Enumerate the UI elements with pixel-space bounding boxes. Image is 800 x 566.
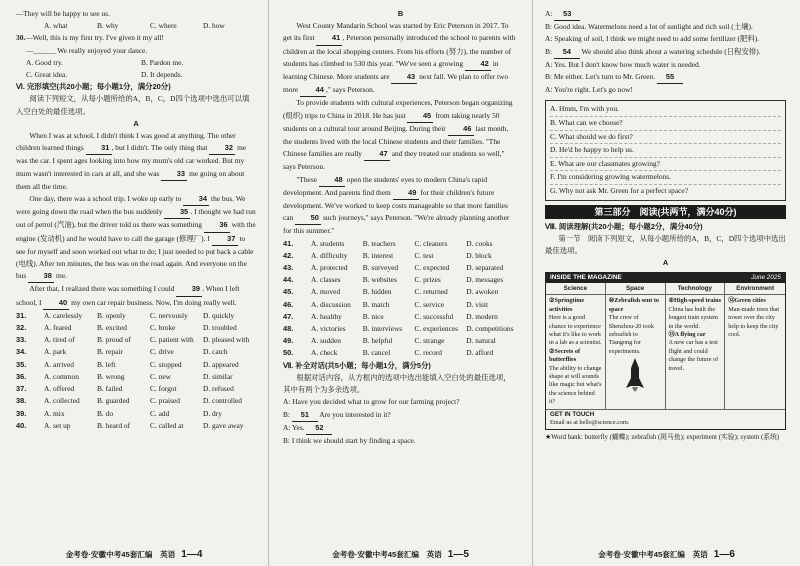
passage-a-label: A (662, 258, 669, 268)
text-run: West County Mandarin School was started by Eric Peterson in 2017. To get its first (283, 21, 509, 43)
page-number: 1—5 (447, 549, 469, 560)
option: C. add (150, 408, 170, 418)
option: D. refused (203, 384, 234, 394)
answer-option-row (283, 250, 518, 262)
option: D. how (203, 21, 225, 31)
dialogue-line (545, 46, 786, 59)
option: A. discussion (311, 299, 351, 309)
text-run: my own car repair business. Now, I'm doing really well. (69, 297, 237, 307)
article-title: ⑨High-speed trains (668, 297, 721, 305)
text-run: One day, there was a school trip. I woke up early to (29, 194, 184, 204)
column-heading: Environment (725, 285, 785, 295)
blank-number: 53 (554, 8, 580, 21)
magazine-header (546, 273, 785, 283)
rocket-illustration (609, 356, 662, 396)
text-run: To provide students with cultural experiences, Peterson began organizing (组织) trips to China in 2018. He has just (283, 98, 513, 120)
question-number: 32. (16, 323, 27, 333)
dialogue-line (545, 8, 786, 21)
magazine-box (545, 272, 786, 430)
option: C. stopped (150, 359, 182, 369)
section-6-instructions: 阅读下列短文，从每小题所给的A，B，C，D四个选项中选出可以填入空白处的最佳选项。 (16, 94, 250, 116)
article-title: ②Secrets of butterflies (549, 347, 581, 364)
question-number: 41. (283, 238, 294, 248)
article-blurb: Man-made trees that tower over the city help to keep the city cool. (728, 305, 780, 339)
question-number: 37. (16, 384, 27, 394)
article-blurb: A new car has a test flight and could change the future of travel. (668, 339, 719, 372)
passage-paragraph (283, 20, 518, 97)
text-run: "These (296, 174, 319, 184)
dialogue-options-box (545, 100, 786, 200)
text-run: for their children's future development. We've worked to keep costs manageable so that more families can (283, 187, 508, 223)
passage-b-label: B (397, 9, 404, 18)
blank-number: 34 (183, 193, 209, 206)
option: A. offered (44, 384, 75, 394)
option: B. teachers (362, 238, 396, 248)
text-run: A: (545, 9, 555, 18)
option: D. troubled (203, 323, 237, 333)
page-column-3 (532, 0, 800, 566)
passage-a-label: A (133, 118, 139, 128)
page-number: 1—6 (713, 549, 735, 560)
text-run: with the engine (发动机) and he would have to call the garage (修理厂). I (16, 220, 256, 243)
question-number: 48. (283, 324, 294, 334)
option: D. gave away (203, 420, 244, 430)
option: A. collected (44, 396, 80, 406)
blank-number: 45 (407, 110, 433, 123)
text-run: to see for myself and soon worked out what to do; I just needed to put back a cable (电线). After ten minutes, the bus was on the road again. And everyone on the bus (16, 233, 254, 281)
question-number: 35. (16, 359, 27, 369)
option: D. quickly (203, 310, 235, 320)
answer-option-row (283, 347, 518, 359)
magazine-column-technology (666, 283, 726, 409)
passage-paragraph (16, 130, 256, 193)
text-run: such journeys," says Peterson. "We're already planning another for this summer." (283, 213, 510, 236)
option: C. where (150, 21, 177, 31)
answer-option-row (16, 334, 256, 346)
passage-paragraph (283, 174, 518, 238)
blank-number: 50 (295, 212, 321, 225)
option: C. test (414, 250, 434, 260)
dialogue-option: C. What should we do first? (550, 131, 781, 145)
dialogue-line: A: You're right. Let's go now! (545, 85, 633, 95)
option: A. mix (44, 408, 65, 418)
option: B. interest (362, 250, 394, 260)
section-7-title: Ⅶ. 补全对话(共5小题；每小题1分，满分5分) (283, 360, 431, 370)
option: D. catch (203, 347, 228, 357)
option: B. heard of (97, 420, 131, 430)
page-column-2 (268, 0, 532, 566)
article-blurb: Here is a good chance to experience what it's like to work in a lab as a scientist. (549, 314, 602, 347)
article-blurb: The crew of Shenzhou-20 took zebrafish to Tiangong for experiments. (608, 314, 654, 355)
question-number: 39. (16, 408, 27, 418)
dialogue-option: E. What are our classmates growing? (550, 158, 781, 172)
magazine-column-environment (725, 283, 785, 409)
article-title: ⑬A flying car (668, 331, 706, 339)
option: B. repair (97, 347, 123, 357)
option: D. cooks (466, 238, 493, 248)
option: B. do (97, 408, 114, 418)
option: B. failed (97, 384, 123, 394)
magazine-column-science (546, 283, 606, 409)
option: B. Pardon me. (141, 57, 184, 67)
answer-option-row (16, 383, 256, 395)
question-number: 50. (283, 348, 294, 358)
option: B. match (362, 299, 390, 309)
q30-options (16, 57, 256, 81)
dialogue-option: A. Hmm, I'm with you. (550, 103, 781, 117)
option: A. arrived (44, 359, 74, 369)
blank-number: 35 (164, 206, 190, 219)
article-title: ⑫Green cities (728, 297, 766, 305)
blank-number: 54 (554, 46, 580, 59)
question-number: 45. (283, 287, 294, 297)
passage-paragraph (16, 283, 256, 309)
question-number: 44. (283, 275, 294, 285)
text-run: . I thought we had run out of petrol (汽油), but the driver told us there was something (16, 207, 256, 230)
option: B. proud of (97, 335, 131, 345)
magazine-column-space (606, 283, 666, 409)
option: B. hidden (362, 287, 392, 297)
text-run: from taking nearly 50 students on a cultural tour around Beijing. During their (283, 110, 500, 133)
article-blurb: The ability to change shape at will sounds like magic but what's the science behind it? (549, 364, 602, 406)
option: B. why (97, 21, 119, 31)
dialogue-line: B: I think we should start by finding a space. (283, 435, 416, 445)
column-1-content (16, 8, 256, 540)
option: C. forgot (150, 384, 177, 394)
option: B. websites (362, 275, 397, 285)
answer-option-row (16, 408, 256, 420)
dialogue-line: A: Yes. But I don't know how much water is needed. (545, 59, 701, 69)
blank-number: 46 (448, 123, 474, 136)
option: D. modern (466, 311, 498, 321)
column-heading: Space (606, 285, 665, 295)
option: C. broke (150, 323, 176, 333)
text-run: me was the car. I spent ages looking into how my mum's old car worked. But my mum wasn't interested in cars at all, and she was (16, 143, 247, 178)
column-heading: Technology (666, 285, 725, 295)
option: B. surveyed (362, 263, 399, 273)
dialogue-line (545, 71, 786, 84)
option: D. visit (466, 299, 489, 309)
dialogue-line: A: Speaking of soil, I think we might need to add some fertilizer (肥料). (545, 34, 760, 44)
dialogue-option: F. I'm considering growing watermelons. (550, 171, 781, 185)
magazine-columns (546, 283, 785, 409)
text-run: When I was at school, I didn't think I was good at anything. The other children learned things (16, 131, 236, 153)
blank-number: 43 (391, 71, 417, 84)
option: A. protected (311, 263, 348, 273)
answer-options-list (283, 238, 518, 360)
magazine-title: INSIDE THE MAGAZINE (550, 273, 622, 281)
column-heading: Science (546, 285, 605, 295)
blank-number: 41 (316, 32, 342, 45)
blank-number: 47 (364, 148, 390, 161)
answer-option-row (283, 311, 518, 323)
text-run: me. (54, 271, 67, 281)
blank-number: 49 (393, 187, 419, 200)
option: A. moved (311, 287, 341, 297)
option: B. wrong (97, 371, 125, 381)
dialogue-line: A: Have you decided what to grow for our farming project? (283, 397, 460, 407)
option: C. cleaners (414, 238, 448, 248)
q30-reply: —______ We really enjoyed your dance. (26, 45, 148, 55)
passage-paragraph (16, 193, 256, 283)
option: D. awoken (466, 287, 499, 297)
q29-dialogue-tail: —They will be happy to see us. (16, 9, 110, 18)
answer-option-row (16, 310, 256, 322)
article-title: ⑩Zebrafish sent to space (608, 297, 659, 313)
blank-number: 33 (161, 168, 187, 181)
option: A. sudden (311, 336, 341, 346)
question-number: 38. (16, 396, 27, 406)
option: A. set up (44, 420, 71, 430)
option: C. called at (150, 420, 184, 430)
text-run: next fall. We plan to offer two more (283, 72, 509, 95)
section-6-title: Ⅵ. 完形填空(共20小题；每小题1分，满分20分) (16, 82, 171, 92)
blank-number: 42 (465, 58, 491, 71)
answer-option-row (283, 323, 518, 335)
answer-option-row (283, 262, 518, 274)
option: D. afford (466, 348, 494, 358)
blank-number: 32 (209, 142, 235, 155)
q30-question: 30.—Well, this is my first try. I've given it my all! (16, 33, 164, 43)
option: C. experiences (414, 324, 459, 334)
blank-number: 44 (300, 84, 326, 97)
column-3-content (545, 8, 786, 540)
option: C. new (150, 371, 171, 381)
magazine-contact (546, 409, 785, 429)
option: C. record (414, 348, 442, 358)
blank-number: 51 (292, 409, 318, 422)
article-title: ②Springtime activities (549, 297, 585, 313)
option: C. strange (414, 336, 445, 346)
answer-option-row (16, 420, 256, 432)
option: B. excited (97, 323, 127, 333)
option: C. prizes (414, 275, 441, 285)
text-run: open the students' eyes to modern China's rapid development. And parents find them (283, 174, 488, 197)
q29-options (16, 20, 256, 32)
page-number: 1—4 (181, 549, 203, 560)
text-run: . When I left school, I (16, 284, 240, 307)
text-run: B: (545, 46, 554, 56)
option: C. nervously (150, 310, 188, 320)
answer-option-row (283, 335, 518, 347)
option: A. tired of (44, 335, 75, 345)
answer-option-row (16, 346, 256, 358)
option: A. check (311, 348, 338, 358)
question-number: 33. (16, 335, 27, 345)
text-run: last month, the students lived with the local Chinese students and their families. "The Chinese families are really (283, 123, 509, 159)
option: C. Great idea. (26, 70, 68, 80)
word-bank: ★Word bank: butterfly (蝴蝶); zebrafish (斑马鱼); experiment (实验); system (系统) (545, 433, 780, 441)
option: C. patient with (150, 335, 194, 345)
dialogue-line: B: Good idea. Watermelons need a lot of sunlight and rich soil (土壤). (545, 22, 753, 32)
contact-heading: GET IN TOUCH (550, 410, 595, 418)
blank-number: 37 (212, 233, 238, 246)
option: C. expected (414, 263, 450, 273)
option: A. carelessly (44, 310, 83, 320)
option: A. park (44, 347, 67, 357)
option: C. successful (414, 311, 454, 321)
question-number: 47. (283, 311, 294, 321)
option: B. left (97, 359, 116, 369)
page-footer: 金考卷·安徽中考45套汇编 英语 1—5 (332, 549, 469, 560)
blank-number: 39 (176, 283, 202, 296)
dialogue-line (283, 422, 518, 435)
part-3-banner: 第三部分 阅读(共两节，满分40分) (545, 205, 786, 219)
blank-number: 40 (43, 297, 69, 310)
answer-option-row (16, 371, 256, 383)
option: B. helpful (362, 336, 393, 346)
option: A. difficulty (311, 250, 348, 260)
option: A. feared (44, 323, 72, 333)
dialogue-option: G. Why not ask Mr. Green for a perfect space? (550, 185, 688, 195)
answer-options-list (16, 310, 256, 432)
question-number: 46. (283, 299, 294, 309)
section-7-instructions: 根据对话内容，从方框内的选项中选出能填入空白处的最佳选项，其中有两个为多余选项。 (283, 372, 511, 395)
option: B. openly (97, 310, 126, 320)
text-run: Are you interested in it? (317, 409, 391, 419)
option: B. guarded (97, 396, 130, 406)
contact-email: Email us at hello@science.com. (550, 419, 630, 427)
page-column-1 (0, 0, 268, 566)
text-run: ," says Peterson. (326, 85, 375, 95)
text-run: , but I didn't. The only thing that (111, 143, 210, 153)
option: A. common (44, 371, 79, 381)
option: A. classes (311, 275, 341, 285)
section-8-title: Ⅷ. 阅读理解(共20小题；每小题2分，满分40分) (545, 221, 703, 231)
answer-option-row (283, 274, 518, 286)
question-number: 49. (283, 336, 294, 346)
option: A. students (311, 238, 345, 248)
option: A. Good try. (26, 57, 63, 67)
option: D. It depends. (141, 70, 183, 80)
option: A. victories (311, 324, 346, 334)
question-number: 43. (283, 263, 294, 273)
text-run: the bus. We were going down the road when the bus suddenly (16, 194, 246, 217)
text-run: A: Yes. (283, 422, 307, 432)
option: C. service (414, 299, 445, 309)
dialogue-line (283, 409, 518, 422)
answer-option-row (16, 395, 256, 407)
option: D. competitions (466, 324, 514, 334)
question-number: 42. (283, 250, 294, 260)
option: D. block (466, 250, 492, 260)
answer-option-row (283, 238, 518, 250)
page-footer: 金考卷·安徽中考45套汇编 英语 1—4 (65, 549, 203, 560)
magazine-date: June 2025 (751, 273, 781, 281)
question-number: 40. (16, 420, 27, 430)
question-number: 31. (16, 310, 27, 320)
option: D. messages (466, 275, 504, 285)
option: B. interviews (362, 324, 403, 334)
answer-option-row (16, 322, 256, 334)
passage-paragraph (283, 97, 518, 173)
text-run: and they treated our students so well," says Peterson. (283, 149, 505, 172)
question-number: 36. (16, 371, 27, 381)
option: C. returned (414, 287, 448, 297)
option: B. cancel (362, 348, 391, 358)
option: D. natural (466, 336, 496, 346)
text-run: B: (283, 409, 292, 419)
option: D. similar (203, 371, 233, 381)
dialogue-option: B. What can we choose? (550, 117, 781, 131)
blank-number: 52 (306, 422, 332, 435)
answer-option-row (283, 286, 518, 298)
blank-number: 31 (86, 142, 112, 155)
option: D. separated (466, 263, 504, 273)
text-run: , Peterson personally introduced the school to parents with children at the local shopping centers. From his efforts (努力), the number of students has climbed to 530 this year. "We've seen a growing (283, 33, 516, 68)
blank-number: 38 (28, 270, 54, 283)
blank-number: 36 (204, 219, 230, 232)
answer-option-row (16, 359, 256, 371)
column-2-content (283, 8, 518, 540)
article-blurb: China has built the longest train system in the world. (668, 305, 718, 330)
option: A. what (44, 21, 68, 31)
dialogue-option: D. He'd be happy to help us. (550, 144, 781, 158)
question-number: 34. (16, 347, 27, 357)
answer-option-row (283, 299, 518, 311)
page-footer: 金考卷·安徽中考45套汇编 英语 1—6 (598, 549, 735, 560)
blank-number: 48 (319, 174, 345, 187)
option: D. pleased with (203, 335, 250, 345)
option: C. drive (150, 347, 174, 357)
text-run: me going on about them all the time. (16, 168, 245, 191)
option: D. dry (203, 408, 222, 418)
section-8-instructions: 第一节 阅读下列短文，从每小题所给的A，B，C，D四个选项中选出最佳选项。 (545, 233, 786, 256)
text-run: We should also think about a watering schedule (日程安排). (579, 46, 761, 56)
option: D. appeared (203, 359, 239, 369)
option: A. healthy (311, 311, 342, 321)
text-run: After that, I realized there was something I could (29, 284, 177, 294)
option: D. controlled (203, 396, 242, 406)
text-run: in learning Chinese. More students are (283, 58, 499, 82)
option: C. praised (150, 396, 180, 406)
option: B. nice (362, 311, 384, 321)
blank-number: 55 (657, 71, 683, 84)
text-run: B: Me either. Let's turn to Mr. Green. (545, 72, 657, 82)
